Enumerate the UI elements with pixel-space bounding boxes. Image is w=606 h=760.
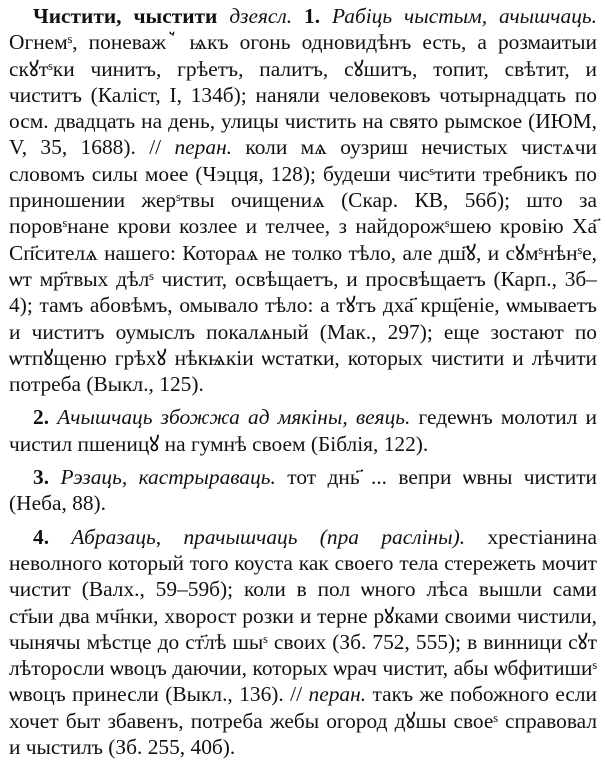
sense-citations: гедеѡнъ молотил и чистил пшеницꙋ на гумнѣ своем (Біблія, 122). <box>9 405 597 456</box>
figurative-label: перан. <box>174 135 233 160</box>
part-of-speech: дзеясл. <box>229 4 293 28</box>
sense-citations: Огнемˢ, поневажꙿ ѩкъ огонь одновидѣнъ есть, а розмаитыи скꙋтˢки чинитъ, грѣетъ, палитъ, сꙋшитъ, топит, свѣтит, и чиститъ (Каліст, I, 134б); наняли человековъ чотырнадцать по осм. двадцать на день, улицы чистить на свято рымское (ИЮМ, V, 35, 1688). // <box>9 30 597 160</box>
sense-3 <box>9 464 597 517</box>
sense-1 <box>9 3 597 397</box>
sense-number: 2. <box>33 405 50 430</box>
sense-definition: Рабіць чыстым, ачышчаць. <box>332 4 597 28</box>
figurative-label: перан. <box>308 682 367 707</box>
sense-definition: Ачышчаць збожжа ад мякіны, веяць. <box>57 405 411 430</box>
figurative-citations: коли мѧ оузриш нечистых чистѧчи словомъ силы моее (Чэцця, 128); будеши чисˢтити требникъ по приношении жерˢтвы очищениѧ (Скар. КВ, 56б); што за поровˢнане крови козлее и телчее, з найдорожˢшею кровію Ха҃ Сп҃сителѧ нашего: Котораѧ не толко тѣло, але дш҃ꙋ, и сꙋмˢнѣнˢе, ѡт мр҃твых дѣлˢ чистит, освѣщаетъ, и просвѣщаетъ (Карп., 3б–4); тамъ абовѣмъ, омывало тѣло: а тꙋтъ дха҃ крщ҃еніе, ѡмываетъ и чиститъ оумыслъ покалѧный (Мак., 297); еще зостают по ѡтпꙋщеню грѣхꙋ нѣкѩкіи ѡстатки, которых чистити и лѣчити потреба (Выкл., 125). <box>9 135 598 397</box>
sense-4 <box>9 524 597 760</box>
sense-citations: хрестіанина неволного который того коуста как своего тела стережеть мочит чистит (Валх., 59–59б); коли в пол ѡного лѣса вышли сами ст҃ыи два мч҃нки, хворост розки и терне рꙋками своими чистили, чынячы мѣстце до ст҃лѣ шыˢ своих (Зб. 752, 555); в винници сꙋт лѣторосли ѡвоцъ даючии, которых ѡрач чистит, абы ѡбфитишиˢ ѡвоцъ принесли (Выкл., 136). // <box>9 524 597 707</box>
sense-citations: тот днь҃ ... вепри ѡвны чистити (Неба, 88). <box>9 465 598 516</box>
headword: Чистити, чыстити <box>33 4 218 28</box>
sense-number: 1. <box>304 4 321 28</box>
sense-2 <box>9 404 597 457</box>
sense-definition: Абразаць, прачышчаць (пра расліны). <box>71 524 466 549</box>
figurative-citations: такъ же побожного если хочет быт збавенъ, потреба жебы огород дꙋшы своеˢ справовал и чыстилъ (Зб. 255, 40б). <box>9 682 597 760</box>
sense-number: 3. <box>33 465 50 490</box>
sense-definition: Рэзаць, кастрыраваць. <box>60 465 276 490</box>
sense-number: 4. <box>33 524 50 549</box>
